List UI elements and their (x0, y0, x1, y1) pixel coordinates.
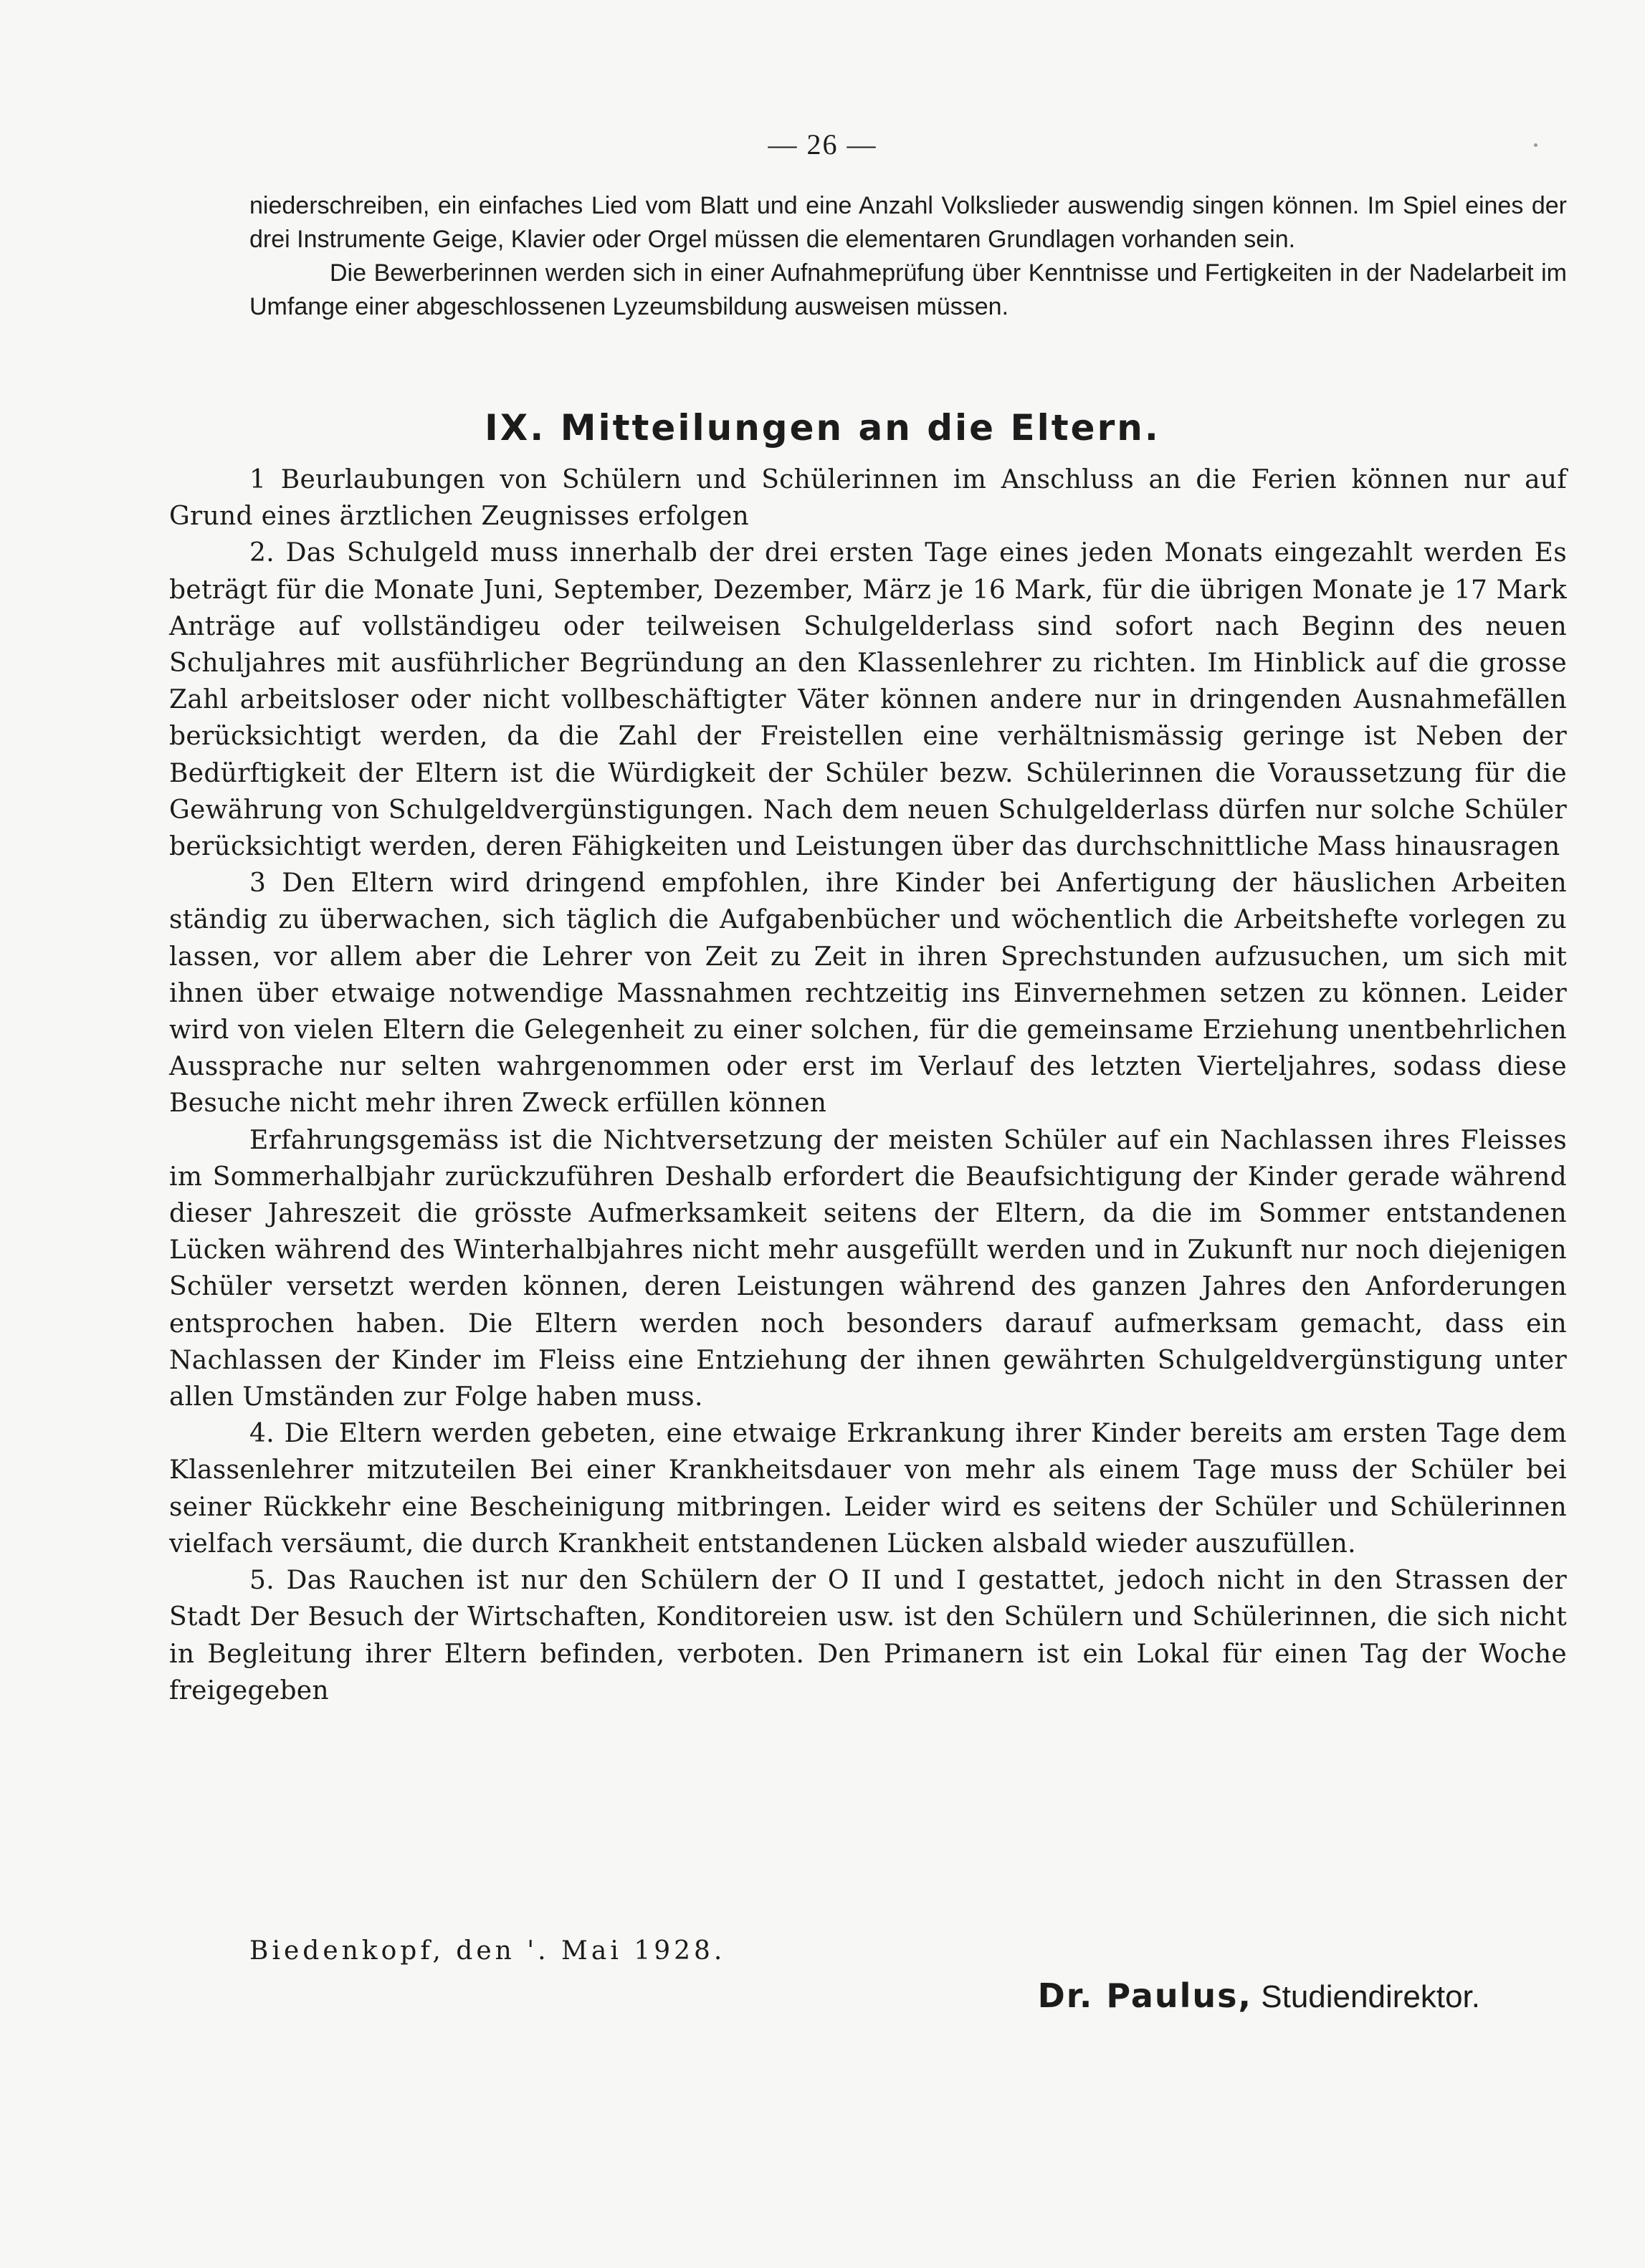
signature-title: Studiendirektor. (1261, 1979, 1480, 2014)
place-date: Biedenkopf, den '. Mai 1928. (249, 1936, 726, 1966)
intro-text (249, 189, 1567, 324)
paragraph-4: 4. Die Eltern werden gebeten, eine etwaige Erkrankung ihrer Kinder bereits am ersten Tage dem Klassenlehrer mitzuteilen Bei einer Krankheitsdauer von mehr als einem Tage muss der Schüler bei seiner Rückkehr eine Bescheinigung mitbringen. Leider wird es seitens der Schüler und Schülerinnen vielfach versäumt, die durch Krankheit entstandenen Lücken alsbald wieder auszufüllen. (169, 1419, 1567, 1559)
signature-name: Dr. Paulus, (1037, 1976, 1253, 2015)
intro-paragraph-2: Die Bewerberinnen werden sich in einer Aufnahmeprüfung über Kenntnisse und Fertigkeiten in der Nadelarbeit im Umfange einer abgeschlossenen Lyzeumsbildung ausweisen müssen. (249, 259, 1567, 320)
paragraph-3-continued: Erfahrungsgemäss ist die Nichtversetzung der meisten Schüler auf ein Nachlassen ihres Fleisses im Sommerhalbjahr zurückzuführen Deshalb erfordert die Beaufsichtigung der Kinder gerade während dieser Jahreszeit die grösste Aufmerksamkeit seitens der Eltern, da die im Sommer entstandenen Lücken während des Winterhalbjahres nicht mehr ausgefüllt werden und in Zukunft nur noch diejenigen Schüler versetzt werden können, deren Leistungen während des ganzen Jahres den Anforderungen entsprochen haben. Die Eltern werden noch besonders darauf aufmerksam gemacht, dass ein Nachlassen der Kinder im Fleiss eine Entziehung der ihnen gewährten Schulgeldvergünstigung unter allen Umständen zur Folge haben muss. (169, 1125, 1567, 1412)
paragraph-5: 5. Das Rauchen ist nur den Schülern der O II und I gestattet, jedoch nicht in den Strassen der Stadt Der Besuch der Wirtschaften, Konditoreien usw. ist den Schülern und Schülerinnen, die sich nicht in Begleitung ihrer Eltern befinden, verboten. Den Primanern ist ein Lokal für einen Tag der Woche freigegeben (169, 1566, 1567, 1705)
intro-paragraph-1: niederschreiben, ein einfaches Lied vom Blatt und eine Anzahl Volkslieder auswendig singen können. Im Spiel eines der drei Instrumente Geige, Klavier oder Orgel müssen die elementaren Grundlagen vorhanden sein. (249, 192, 1567, 253)
paragraph-2: 2. Das Schulgeld muss innerhalb der drei ersten Tage eines jeden Monats eingezahlt werden Es beträgt für die Monate Juni, September, Dezember, März je 16 Mark, für die übrigen Monate je 17 Mark Anträge auf vollständigeu oder teilweisen Schulgelderlass sind sofort nach Beginn des neuen Schuljahres mit ausführlicher Begründung an den Klassenlehrer zu richten. Im Hinblick auf die grosse Zahl arbeitsloser oder nicht vollbeschäftigter Väter können andere nur in dringenden Ausnahmefällen berücksichtigt werden, da die Zahl der Freistellen eine verhältnismässig geringe ist Neben der Bedürftigkeit der Eltern ist die Würdigkeit der Schüler bezw. Schülerinnen die Voraussetzung für die Gewährung von Schulgeldvergünstigungen. Nach dem neuen Schulgelderlass dürfen nur solche Schüler berücksichtigt werden, deren Fähigkeiten und Leistungen über das durchschnittliche Mass hinausragen (169, 538, 1567, 862)
section-heading: IX. Mitteilungen an die Eltern. (485, 407, 1160, 449)
section-body (169, 461, 1567, 1709)
paragraph-3: 3 Den Eltern wird dringend empfohlen, ihre Kinder bei Anfertigung der häuslichen Arbeiten ständig zu überwachen, sich täglich die Aufgabenbücher und wöchentlich die Arbeitshefte vorlegen zu lassen, vor allem aber die Lehrer von Zeit zu Zeit in ihren Sprechstunden aufzusuchen, um sich mit ihnen über etwaige notwendige Massnahmen rechtzeitig ins Einvernehmen setzen zu können. Leider wird von vielen Eltern die Gelegenheit zu einer solchen, für die gemeinsame Erziehung unentbehrlichen Aussprache nur selten wahrgenommen oder erst im Verlauf des letzten Vierteljahres, sodass diese Besuche nicht mehr ihren Zweck erfüllen können (169, 869, 1567, 1119)
paragraph-1: 1 Beurlaubungen von Schülern und Schülerinnen im Anschluss an die Ferien können nur auf Grund eines ärztlichen Zeugnisses erfolgen (169, 465, 1567, 532)
page-number: — 26 — (768, 128, 877, 161)
signature (1038, 1976, 1480, 2015)
